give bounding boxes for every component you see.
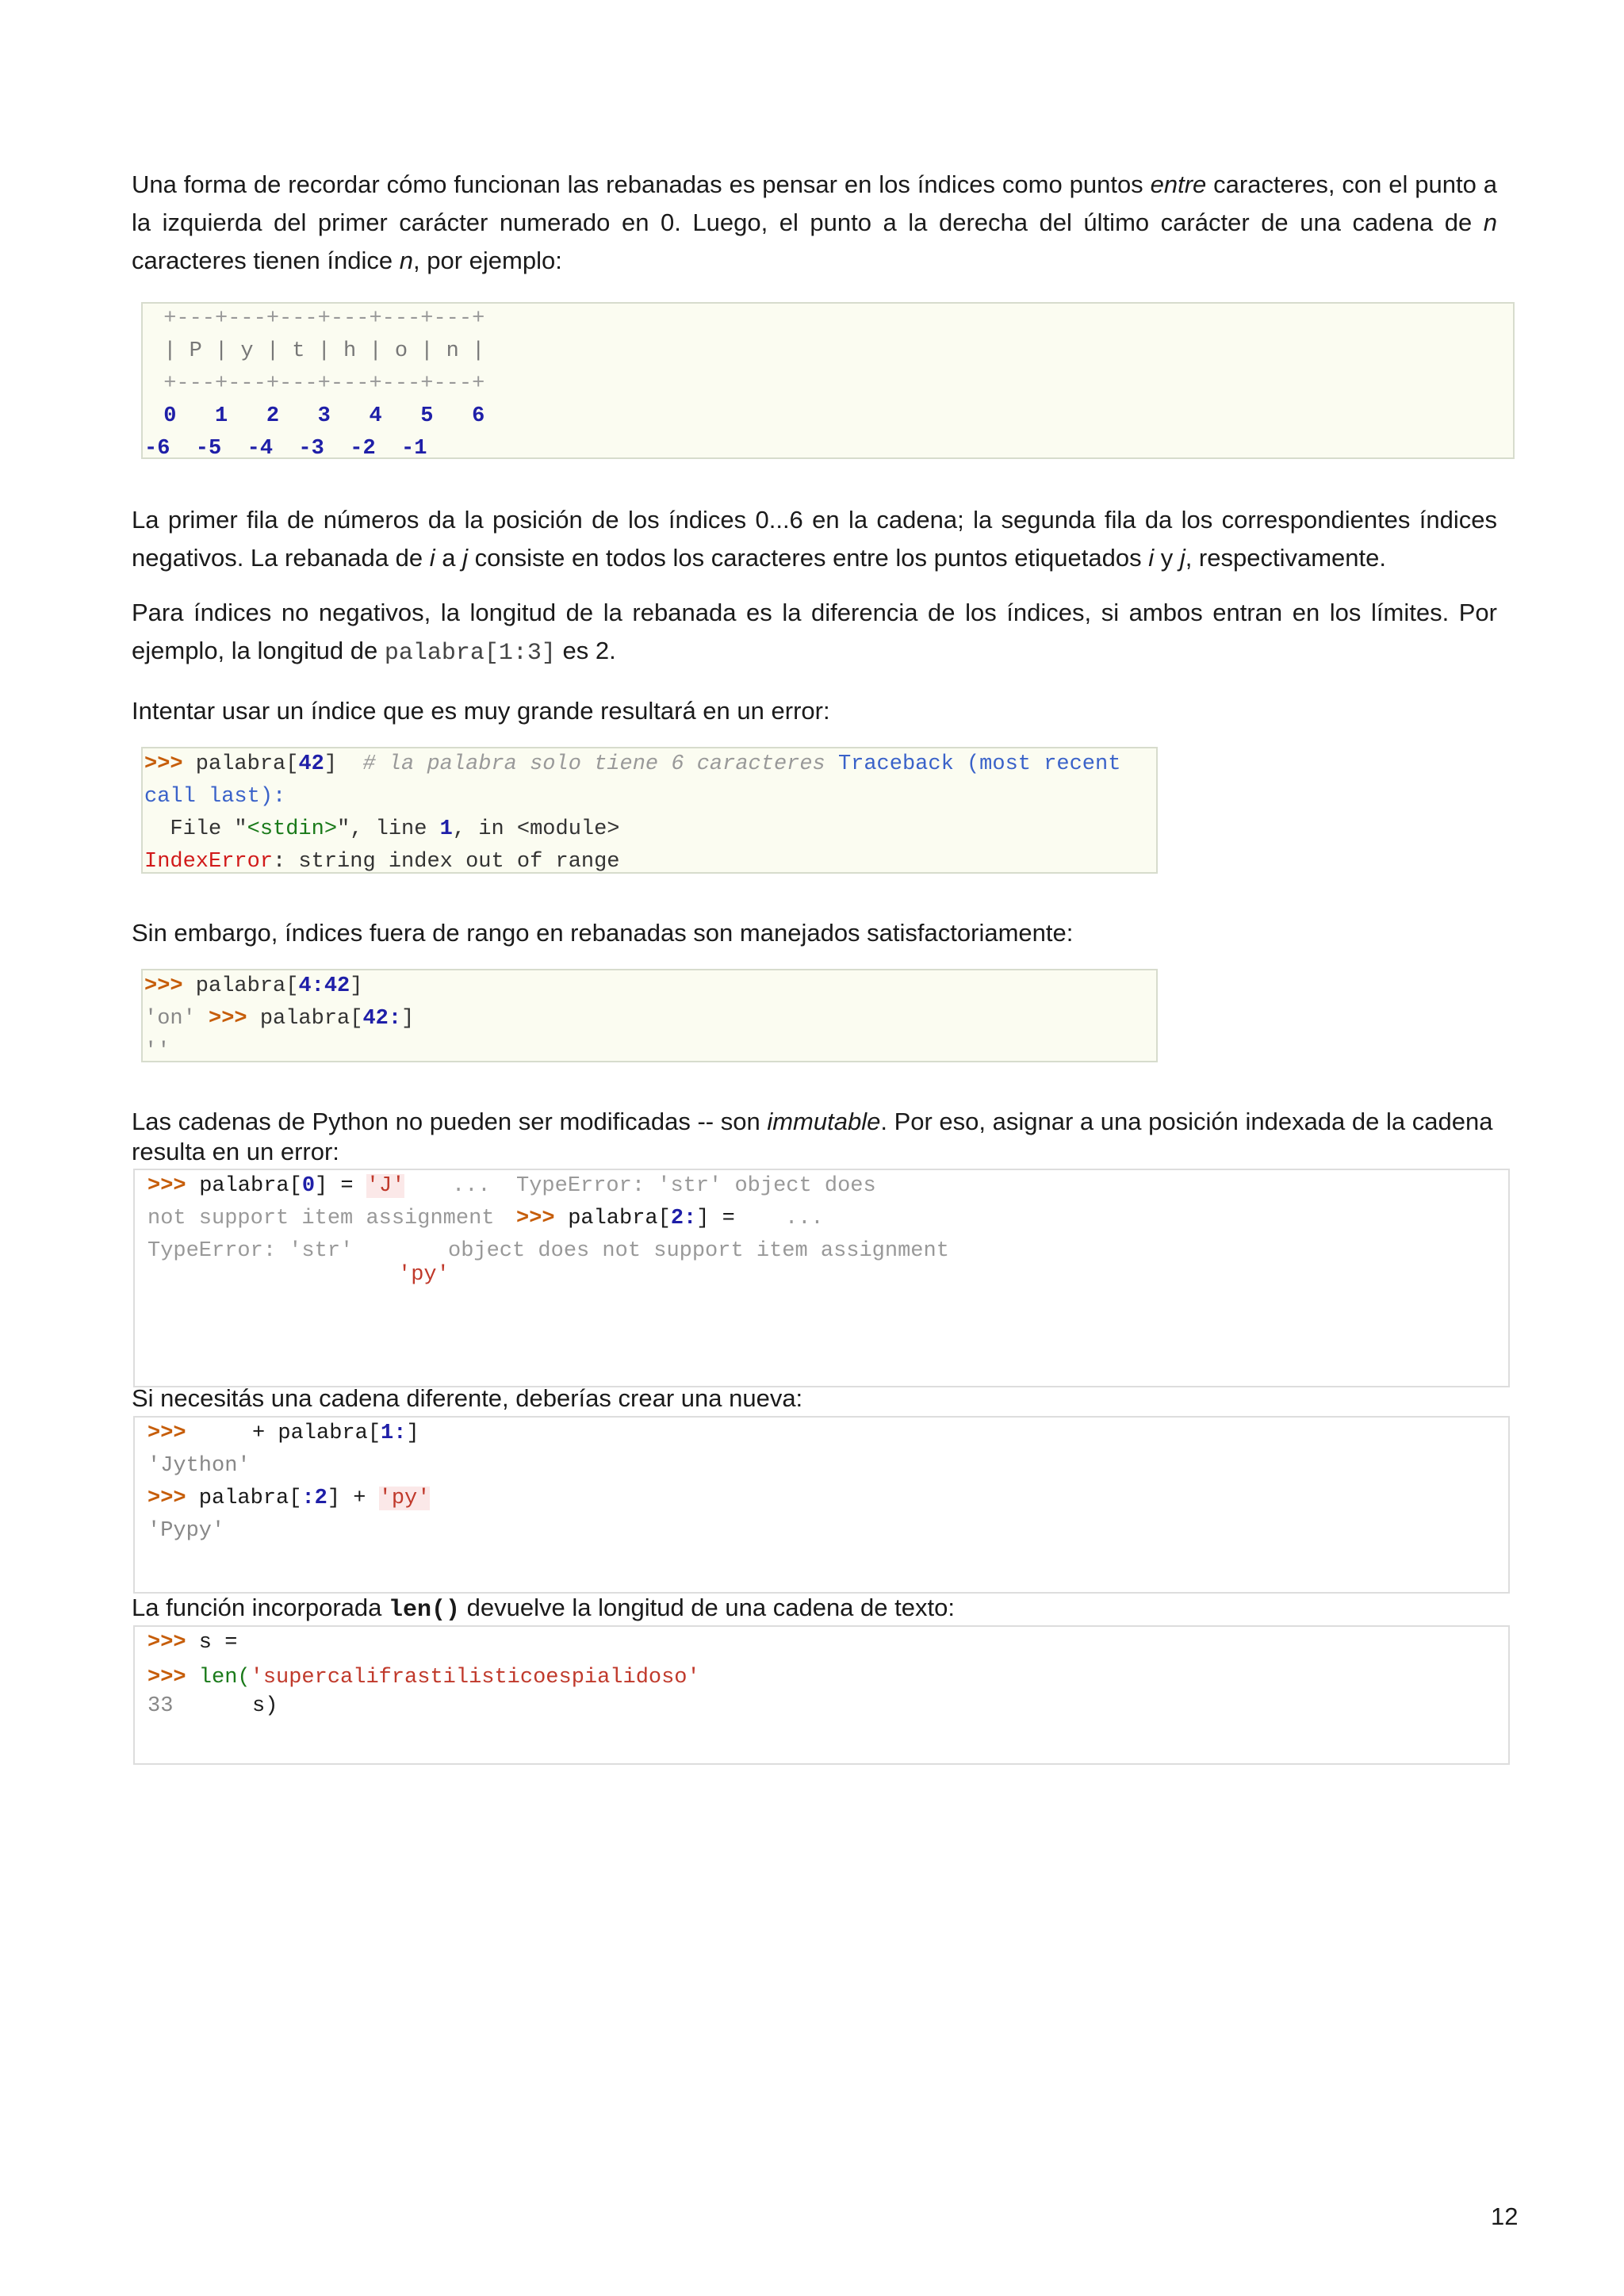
index-diagram	[141, 302, 1515, 459]
code-line: call last):	[144, 785, 286, 809]
page-number: 12	[1491, 2202, 1519, 2230]
code-prompt: >>>	[147, 1422, 186, 1445]
index-error-intro: Intentar usar un índice que es muy grande resultará en un error:	[132, 697, 830, 725]
diagram-border-bottom: +---+---+---+---+---+---+	[151, 372, 485, 396]
code-line: File "<stdin>", line 1, in <module>	[144, 817, 620, 841]
code-line: IndexError: string index out of range	[144, 850, 620, 874]
code-line: ... TypeError: 'str' object does	[452, 1174, 876, 1198]
code-line: s)	[252, 1694, 278, 1718]
code-prompt: >>>	[147, 1174, 186, 1198]
code-line: >>> palabra[4:42]	[144, 974, 363, 998]
code-line: ...	[785, 1207, 824, 1230]
code-block-len	[133, 1625, 1510, 1765]
code-line: 33	[147, 1694, 174, 1718]
code-line: >>> palabra[42] # la palabra solo tiene 6 caracteres Traceback (most recent	[144, 752, 1121, 776]
diagram-negative-indices: -6 -5 -4 -3 -2 -1	[144, 437, 427, 461]
code-line: >>> s =	[147, 1631, 238, 1655]
code-line: TypeError: 'str'	[147, 1239, 354, 1263]
code-line: + palabra[1:]	[252, 1422, 419, 1445]
code-line: >>> len('supercalifrastilisticoespialidoso'	[147, 1666, 700, 1689]
intro-paragraph: Una forma de recordar cómo funcionan las rebanadas es pensar en los índices como puntos entre caracteres, con el punto a la izquierda del primer carácter numerado en 0. Luego, el punto a la derecha del último carácter de una cadena de n caracteres tienen índice n, por ejemplo:	[132, 170, 1498, 274]
inline-code: len()	[389, 1597, 461, 1624]
code-block-type-error	[133, 1169, 1510, 1387]
immutable-paragraph: Las cadenas de Python no pueden ser modificadas -- son immutable. Por eso, asignar a una posición indexada de la cadena resulta en un error:	[132, 1108, 1493, 1165]
code-line: object does not support item assignment	[448, 1239, 949, 1263]
code-block-slice-range	[141, 969, 1158, 1062]
code-line: palabra[2:] =	[555, 1207, 735, 1230]
diagram-positive-indices: 0 1 2 3 4 5 6	[151, 404, 485, 428]
diagram-border-top: +---+---+---+---+---+---+	[151, 307, 485, 331]
index-explanation-paragraph: La primer fila de números da la posición de los índices 0...6 en la cadena; la segunda fila da los correspondientes índices negativos. La rebanada de i a j consiste en todos los caracteres entre los puntos etiquetados i y j, respectivamente.	[132, 506, 1497, 572]
code-line: >>> palabra[:2] + 'py'	[147, 1487, 431, 1510]
out-of-range-intro: Sin embargo, índices fuera de rango en rebanadas son manejados satisfactoriamente:	[132, 919, 1074, 947]
slice-length-paragraph: Para índices no negativos, la longitud de la rebanada es la diferencia de los índices, si ambos entran en los límites. Por ejemplo, la longitud de palabra[1:3] es 2.	[132, 599, 1497, 667]
code-block-index-error	[141, 747, 1158, 874]
code-line: 'Pypy'	[147, 1519, 225, 1543]
inline-code: palabra[1:3]	[384, 640, 556, 667]
len-intro: La función incorporada len() devuelve la longitud de una cadena de texto:	[132, 1594, 955, 1624]
new-string-intro: Si necesitás una cadena diferente, deberías crear una nueva:	[132, 1384, 803, 1412]
code-line: not support item assignment	[147, 1207, 495, 1230]
diagram-letters: | P | y | t | h | o | n |	[151, 339, 485, 363]
code-prompt: >>>	[516, 1207, 555, 1230]
code-line: 'Jython'	[147, 1454, 251, 1478]
code-block-new-string	[133, 1416, 1510, 1594]
code-line: 'on' >>> palabra[42:]	[144, 1007, 415, 1031]
code-line: palabra[0] = 'J'	[186, 1174, 405, 1198]
code-line: 'py'	[398, 1263, 450, 1287]
code-line: ''	[144, 1039, 170, 1063]
